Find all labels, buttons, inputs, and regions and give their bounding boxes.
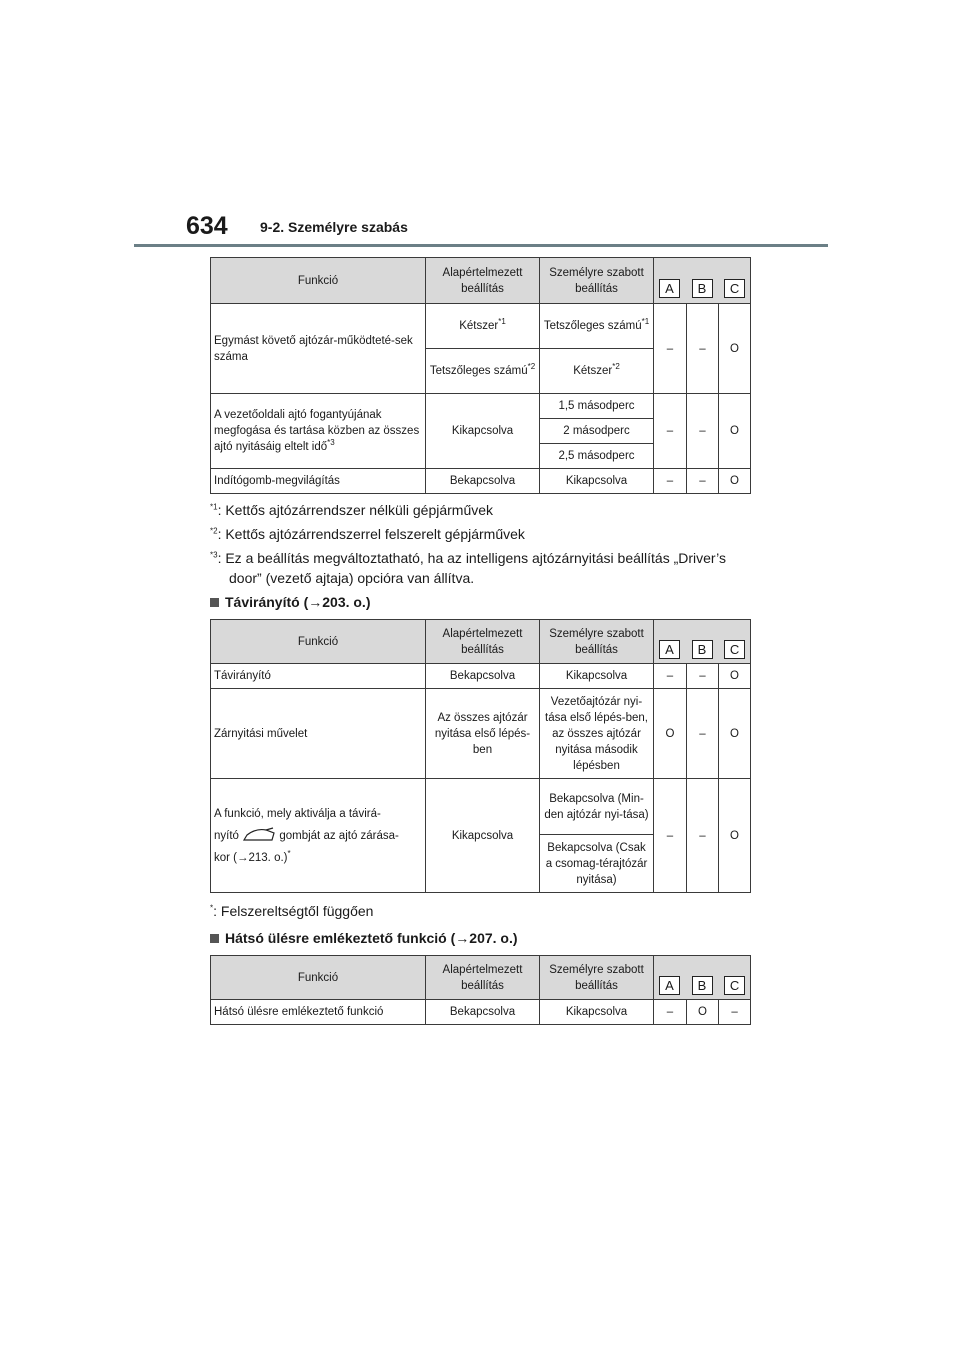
table-remote — [210, 619, 751, 893]
col-c-box: C — [724, 279, 745, 298]
table-door-lock — [210, 257, 751, 494]
subheading-remote: Távirányító (→203. o.) — [210, 594, 370, 610]
b-cell: O — [687, 1000, 719, 1025]
col-a-box: A — [659, 640, 680, 659]
b-cell: – — [687, 394, 719, 469]
default-cell: Kétszer$^{*1}$ — [426, 304, 540, 349]
func-cell: Távirányító — [211, 664, 426, 689]
table-row — [211, 304, 751, 349]
default-cell: Bekapcsolva — [426, 664, 540, 689]
default-cell: Bekapcsolva — [426, 1000, 540, 1025]
func-cell: Egymást követő ajtózár-működteté-sek száma — [211, 304, 426, 394]
b-cell: – — [687, 779, 719, 893]
a-cell: – — [654, 664, 687, 689]
col-header-abc — [654, 956, 751, 1000]
custom-cell: Tetszőleges számú$^{*1}$ — [540, 304, 654, 349]
c-cell: O — [719, 304, 751, 394]
col-b-box: B — [692, 279, 713, 298]
func-cell: Hátsó ülésre emlékeztető funkció — [211, 1000, 426, 1025]
col-header-custom: Személyre szabott beállítás — [540, 620, 654, 664]
subheading-rear-seat: Hátsó ülésre emlékeztető funkció (→207. o.) — [210, 930, 518, 946]
custom-cell: 2,5 másodperc — [540, 444, 654, 469]
footnote-3: $^{*3}$: Ez a beállítás megváltoztatható, ha az intelligens ajtózárnyitási beállítás „Driver’s door” (vezető ajtaja) opcióra van állítva. — [210, 550, 726, 586]
custom-cell: 1,5 másodperc — [540, 394, 654, 419]
default-cell: Kikapcsolva — [426, 779, 540, 893]
b-cell: – — [687, 664, 719, 689]
footnote-equipment: *: Felszereltségtől függően — [210, 903, 374, 919]
b-cell: – — [687, 304, 719, 394]
col-b-box: B — [692, 640, 713, 659]
table-row — [211, 469, 751, 494]
custom-cell: 2 másodperc — [540, 419, 654, 444]
b-cell: – — [687, 689, 719, 779]
c-cell: – — [719, 1000, 751, 1025]
trunk-car-icon — [242, 827, 276, 843]
a-cell: – — [654, 1000, 687, 1025]
col-a-box: A — [659, 279, 680, 298]
custom-cell: Kikapcsolva — [540, 664, 654, 689]
col-header-func: Funkció — [211, 956, 426, 1000]
c-cell: O — [719, 469, 751, 494]
footnote-2: $^{*2}$: Kettős ajtózárrendszerrel felszerelt gépjárművek — [210, 526, 525, 542]
table-row — [211, 1000, 751, 1025]
a-cell: O — [654, 689, 687, 779]
section-title: 9-2. Személyre szabás — [260, 219, 408, 235]
table-row — [211, 689, 751, 779]
a-cell: – — [654, 304, 687, 394]
table-row — [211, 394, 751, 419]
c-cell: O — [719, 689, 751, 779]
custom-cell: Bekapcsolva (Csak a csomag-térajtózár nyitása) — [540, 835, 654, 893]
col-header-custom: Személyre szabott beállítás — [540, 956, 654, 1000]
table-header-row — [211, 620, 751, 664]
func-cell: Indítógomb-megvilágítás — [211, 469, 426, 494]
c-cell: O — [719, 779, 751, 893]
table-rear-seat — [210, 955, 751, 1025]
col-header-default: Alapértelmezett beállítás — [426, 258, 540, 304]
col-c-box: C — [724, 640, 745, 659]
col-header-default: Alapértelmezett beállítás — [426, 620, 540, 664]
square-bullet-icon — [210, 934, 219, 943]
footnote-1: $^{*1}$: Kettős ajtózárrendszer nélküli gépjárművek — [210, 502, 494, 518]
custom-cell: Vezetőajtózár nyi-tása első lépés-ben, az összes ajtózár nyitása második lépésben — [540, 689, 654, 779]
c-cell: O — [719, 394, 751, 469]
col-header-custom-label: Személyre szabott beállítás — [549, 266, 644, 295]
c-cell: O — [719, 664, 751, 689]
col-c-box: C — [724, 976, 745, 995]
custom-cell: Kikapcsolva — [540, 1000, 654, 1025]
custom-cell: Bekapcsolva (Min-den ajtózár nyi-tása) — [540, 779, 654, 835]
col-header-abc — [654, 620, 751, 664]
func-cell: A vezetőoldali ajtó fogantyújának megfogása és tartása közben az összes ajtó nyitásáig eltelt idő$^{*3}$ — [211, 394, 426, 469]
default-cell: Bekapcsolva — [426, 469, 540, 494]
default-cell: Tetszőleges számú$^{*2}$ — [426, 349, 540, 394]
col-header-custom — [540, 258, 654, 304]
col-header-func: Funkció — [211, 258, 426, 304]
func-cell: A funkció, mely aktiválja a távirá- nyító gombját az ajtó zárása- kor (→213. o.)* — [211, 779, 426, 893]
b-cell: – — [687, 469, 719, 494]
square-bullet-icon — [210, 598, 219, 607]
table-row — [211, 664, 751, 689]
col-header-func: Funkció — [211, 620, 426, 664]
header-rule — [134, 244, 828, 247]
table-header-row — [211, 258, 751, 304]
custom-cell: Kétszer$^{*2}$ — [540, 349, 654, 394]
default-cell: Kikapcsolva — [426, 394, 540, 469]
default-cell: Az összes ajtózár nyitása első lépés-ben — [426, 689, 540, 779]
col-header-default: Alapértelmezett beállítás — [426, 956, 540, 1000]
a-cell: – — [654, 394, 687, 469]
col-b-box: B — [692, 976, 713, 995]
col-a-box: A — [659, 976, 680, 995]
col-header-abc — [654, 258, 751, 304]
custom-cell: Kikapcsolva — [540, 469, 654, 494]
page-number: 634 — [186, 212, 228, 240]
func-cell: Zárnyitási művelet — [211, 689, 426, 779]
table-header-row — [211, 956, 751, 1000]
a-cell: – — [654, 779, 687, 893]
a-cell: – — [654, 469, 687, 494]
table-row — [211, 779, 751, 835]
